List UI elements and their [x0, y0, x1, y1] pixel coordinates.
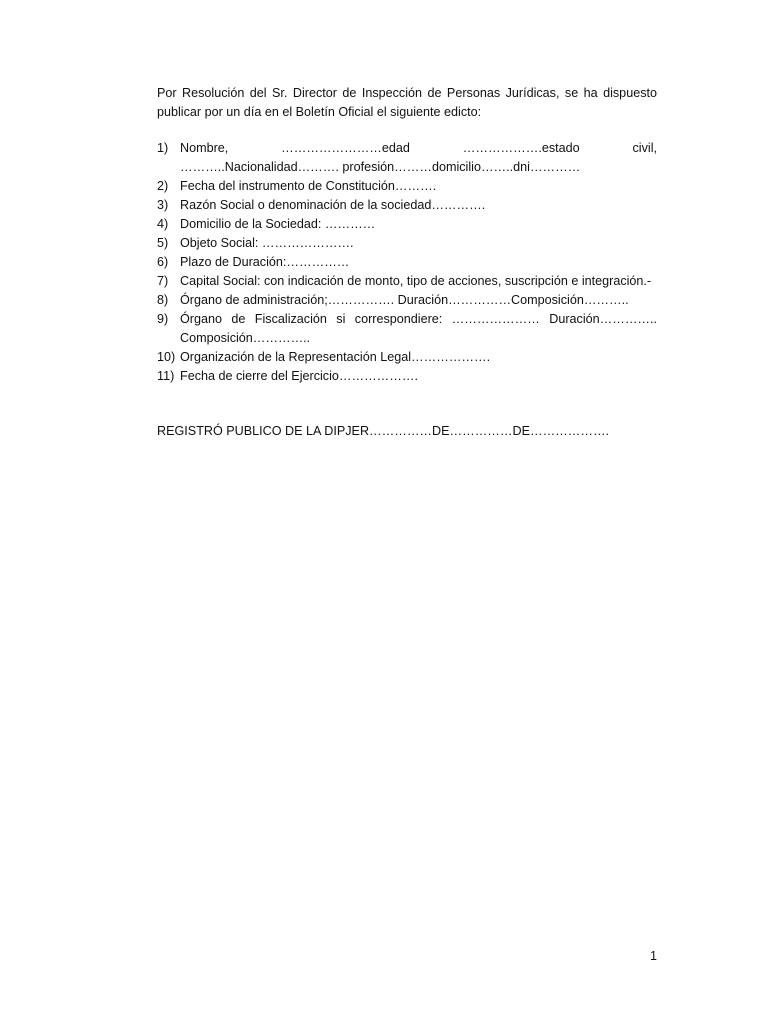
list-item-number: 7): [157, 274, 169, 288]
list-item-text: Fecha del instrumento de Constitución……….: [180, 179, 437, 193]
list-item-text: Organización de la Representación Legal……………….: [180, 350, 491, 364]
list-item-text: Órgano de administración;……………. Duración……………Composición………..: [180, 293, 629, 307]
list-item-number: 1): [157, 141, 169, 155]
list-item-text: Plazo de Duración:……………: [180, 255, 350, 269]
list-item-number: 5): [157, 236, 169, 250]
list-item-number: 10): [157, 350, 176, 364]
list-item-number: 8): [157, 293, 169, 307]
document-body: [157, 84, 657, 441]
page-number: 1: [650, 949, 658, 963]
list-item: [157, 348, 657, 367]
list-item-number: 3): [157, 198, 169, 212]
list-item-text: Razón Social o denominación de la sociedad………….: [180, 198, 486, 212]
list-item-text: Nombre, ……………………edad ……………….estado civil, ………..Nacionalidad………. profesión………domicilio……..dni…………: [180, 141, 657, 174]
list-item: [157, 234, 657, 253]
list-item-number: 11): [157, 369, 175, 383]
list-item: [157, 291, 657, 310]
edict-list: [157, 139, 657, 386]
registry-line: REGISTRÓ PUBLICO DE LA DIPJER……………DE……………DE……………….: [157, 424, 610, 438]
list-item-number: 2): [157, 179, 169, 193]
list-item: [157, 177, 657, 196]
list-item-text: Capital Social: con indicación de monto, tipo de acciones, suscripción e integración.-: [180, 274, 652, 288]
list-item-number: 4): [157, 217, 169, 231]
list-item: [157, 139, 657, 177]
list-item: [157, 196, 657, 215]
intro-paragraph: Por Resolución del Sr. Director de Inspección de Personas Jurídicas, se ha dispuesto publicar por un día en el Boletín Oficial el siguiente edicto:: [157, 86, 657, 119]
list-item-number: 6): [157, 255, 169, 269]
list-item: [157, 272, 657, 291]
list-item: [157, 253, 657, 272]
list-item: [157, 367, 657, 386]
list-item-text: Órgano de Fiscalización si correspondiere: ………………… Duración………….. Composición…………..: [180, 312, 657, 345]
list-item-number: 9): [157, 312, 169, 326]
list-item: [157, 215, 657, 234]
list-item-text: Objeto Social: ………………….: [180, 236, 354, 250]
list-item-text: Domicilio de la Sociedad: …………: [180, 217, 376, 231]
list-item: [157, 310, 657, 348]
list-item-text: Fecha de cierre del Ejercicio……………….: [180, 369, 418, 383]
